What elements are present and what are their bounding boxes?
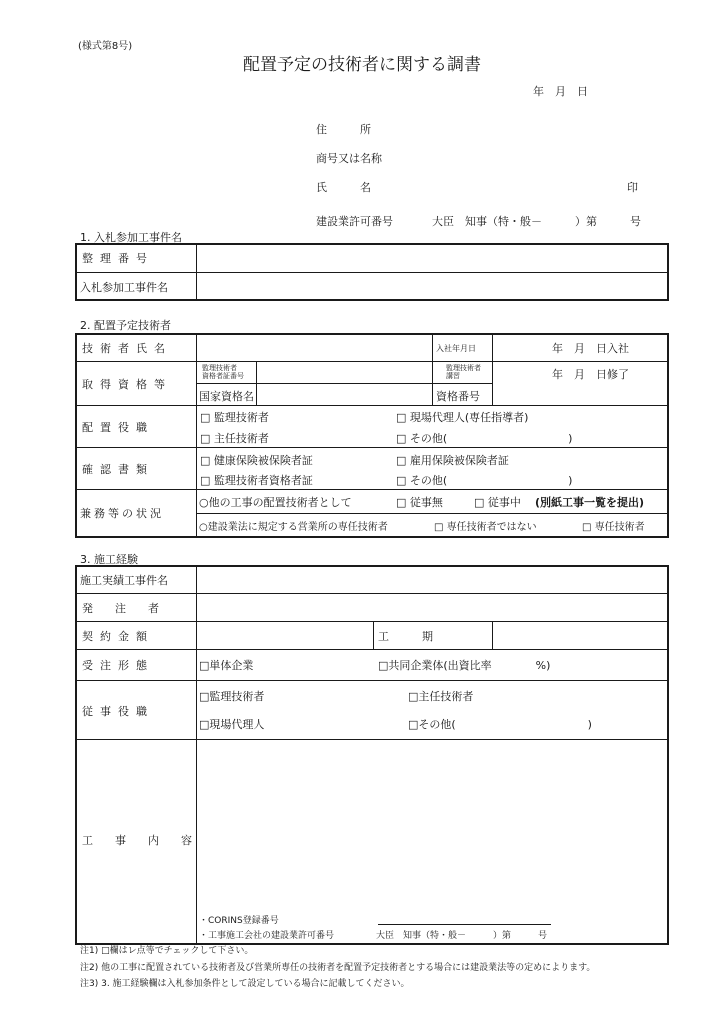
- divider: [432, 383, 492, 384]
- join-date-value: 年 月 日入社: [552, 342, 629, 355]
- divider: [76, 361, 668, 362]
- divider: [196, 334, 197, 537]
- duty-option-not-dedicated[interactable]: □ 専任技術者ではない: [434, 522, 537, 533]
- engineer-name-label: 技術者氏名: [82, 342, 172, 355]
- note-2: 注2) 他の工事に配置されている技術者及び営業所専任の技術者を配置予定技術者とする場合には建設業法等の定めによります。: [80, 963, 596, 973]
- license-value: 大臣 知事（特・般－ ）第 号: [432, 215, 641, 228]
- duty-option-active[interactable]: □ 従事中: [474, 496, 521, 509]
- divider: [196, 513, 668, 514]
- divider: [76, 593, 668, 594]
- section1-heading: 1. 入札参加工事件名: [80, 231, 182, 244]
- role-label: 配置役職: [82, 421, 154, 434]
- date-field: 年 月 日: [533, 85, 588, 98]
- divider: [196, 383, 432, 384]
- divider: [76, 680, 668, 681]
- section3-heading: 3. 施工経験: [80, 553, 138, 566]
- contract-amount-label: 契約金額: [82, 630, 154, 643]
- company-label: 商号又は名称: [316, 152, 382, 165]
- page-title: 配置予定の技術者に関する調書: [243, 55, 481, 75]
- corins-underline: [378, 924, 551, 925]
- duty-option-none[interactable]: □ 従事無: [396, 496, 443, 509]
- divider: [76, 739, 668, 740]
- exp-role-other[interactable]: □その他( ): [408, 718, 592, 731]
- address-label: 住 所: [316, 123, 371, 136]
- role-option-other[interactable]: □ その他( ): [396, 432, 573, 445]
- qualifications-label: 取得資格等: [82, 378, 172, 391]
- national-qual-label: 国家資格名: [199, 390, 254, 403]
- license-label: 建設業許可番号: [316, 215, 393, 228]
- doc-option-cert[interactable]: □ 監理技術者資格者証: [200, 474, 313, 487]
- client-label: 発注者: [82, 602, 181, 615]
- other-work-label: ○他の工事の配置技術者として: [199, 496, 352, 509]
- course-label: 監理技術者 講習: [446, 364, 481, 380]
- divider: [256, 362, 257, 405]
- engaged-role-label: 従事役職: [82, 705, 154, 718]
- form-number: (様式第8号): [78, 41, 133, 52]
- contractor-license-value: 大臣 知事（特・般－ ）第 号: [376, 931, 548, 941]
- divider: [492, 622, 493, 649]
- exp-role-chief[interactable]: □主任技術者: [408, 690, 474, 703]
- divider: [76, 489, 668, 490]
- corins-label: ・CORINS登録番号: [199, 916, 279, 926]
- divider: [76, 447, 668, 448]
- divider: [492, 334, 493, 405]
- divider: [76, 272, 668, 273]
- join-date-label: 入社年月日: [436, 344, 476, 353]
- note-1: 注1) □欄はレ点等でチェックして下さい。: [80, 946, 254, 956]
- exp-role-supervising[interactable]: □監理技術者: [199, 690, 265, 703]
- attach-list-note: (別紙工事一覧を提出): [535, 496, 645, 509]
- doc-option-health[interactable]: □ 健康保険被保険者証: [200, 454, 313, 467]
- duty-option-dedicated[interactable]: □ 専任技術者: [582, 522, 645, 533]
- role-option-site-agent[interactable]: □ 現場代理人(専任指導者): [396, 411, 529, 424]
- name-label: 氏 名: [316, 181, 371, 194]
- divider: [373, 622, 374, 649]
- divider: [432, 334, 433, 405]
- divider: [76, 649, 668, 650]
- exp-role-site-agent[interactable]: □現場代理人: [199, 718, 265, 731]
- divider: [196, 244, 197, 300]
- period-label: 工 期: [378, 630, 433, 643]
- role-option-supervising[interactable]: □ 監理技術者: [200, 411, 269, 424]
- reference-number-label: 整理番号: [82, 252, 154, 265]
- divider: [76, 621, 668, 622]
- office-engineer-label: ○建設業法に規定する営業所の専任技術者: [199, 522, 388, 533]
- concurrent-status-label: 兼務等の状況: [80, 507, 164, 520]
- work-content-label: 工事内容: [82, 834, 214, 847]
- section2-heading: 2. 配置予定技術者: [80, 319, 171, 332]
- doc-option-employment[interactable]: □ 雇用保険被保険者証: [396, 454, 509, 467]
- work-name-label: 施工実績工事件名: [80, 574, 168, 587]
- bid-project-label: 入札参加工事件名: [80, 281, 168, 294]
- note-3: 注3) 3. 施工経験欄は入札参加条件として設定している場合に記載してください。: [80, 979, 410, 989]
- contractor-license-label: ・工事施工会社の建設業許可番号: [199, 931, 335, 941]
- divider: [76, 405, 668, 406]
- doc-option-other[interactable]: □ その他( ): [396, 474, 573, 487]
- section3-table: [75, 565, 669, 945]
- form-option-jv[interactable]: □共同企業体(出資比率 %): [378, 659, 551, 672]
- seal-mark: 印: [627, 181, 638, 194]
- form-option-single[interactable]: □単体企業: [199, 659, 254, 672]
- divider: [196, 566, 197, 944]
- cert-number-label: 監理技術者 資格者証番号: [202, 364, 244, 380]
- order-type-label: 受注形態: [82, 659, 154, 672]
- confirm-docs-label: 確認書類: [82, 463, 154, 476]
- role-option-chief[interactable]: □ 主任技術者: [200, 432, 269, 445]
- course-date-value: 年 月 日修了: [552, 368, 629, 381]
- qual-number-label: 資格番号: [436, 390, 480, 403]
